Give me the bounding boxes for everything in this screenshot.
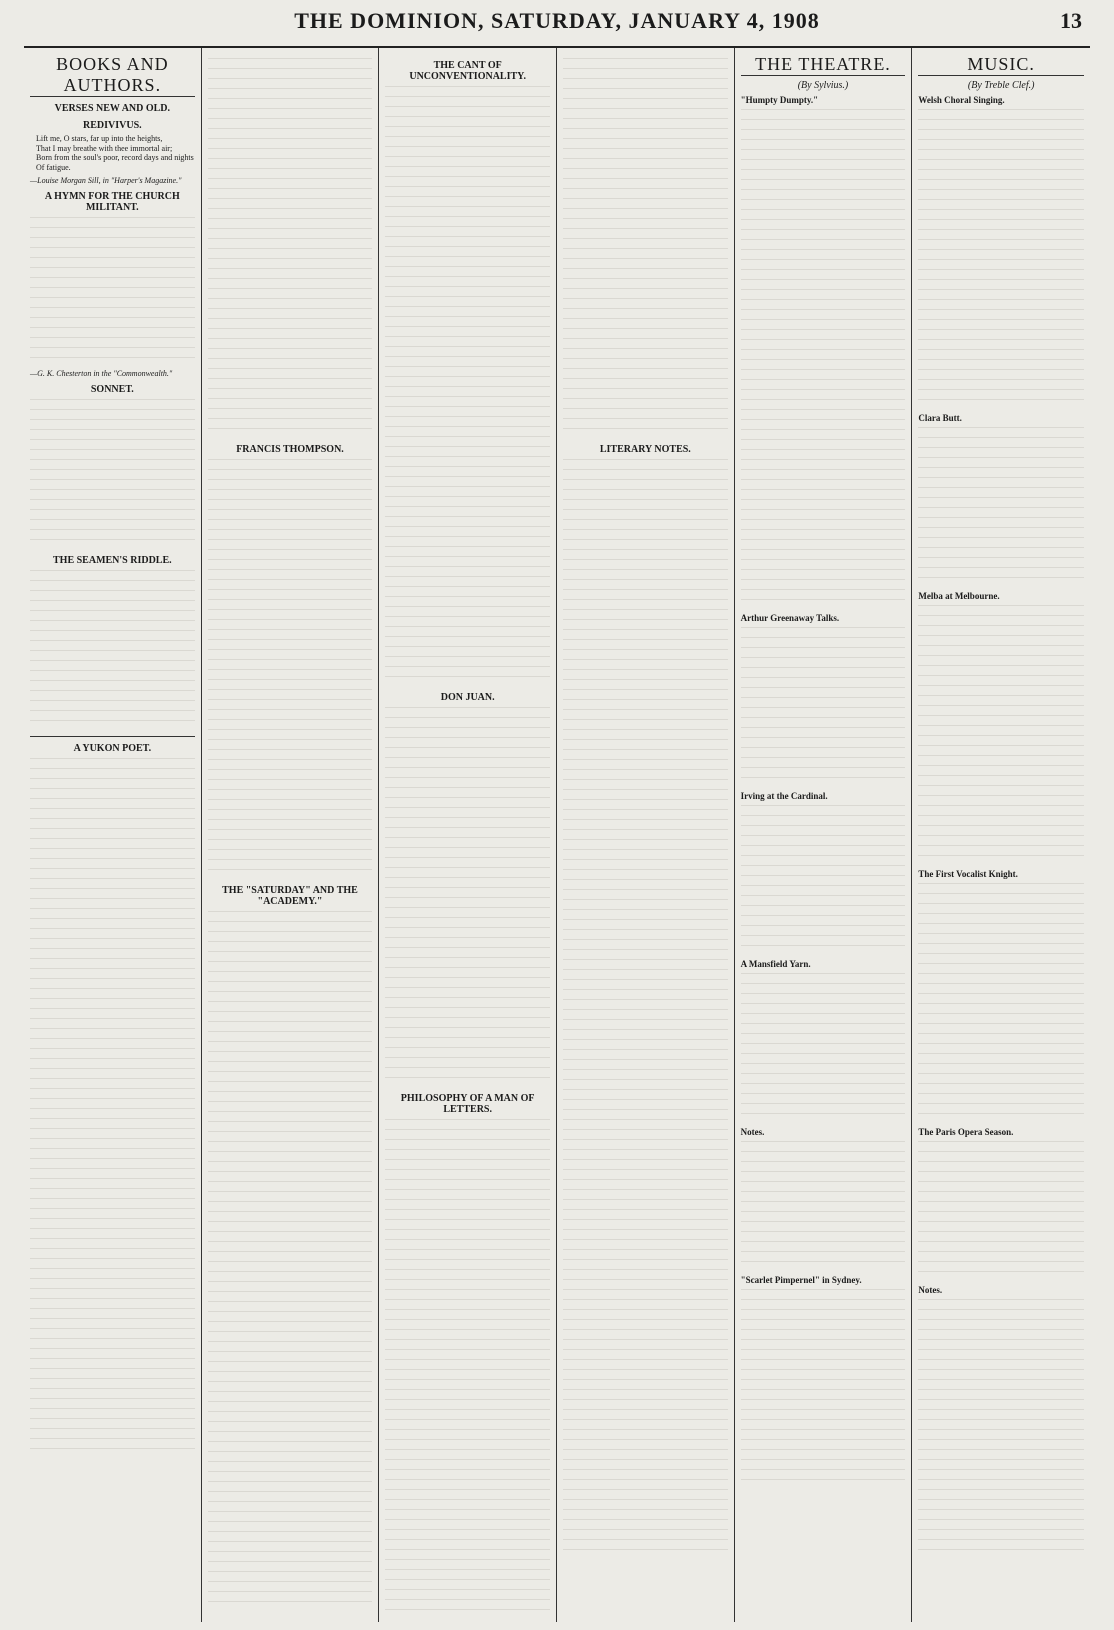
poem-attribution: —Louise Morgan Sill, in "Harper's Magazine." — [30, 176, 182, 185]
poem-title-riddle: THE SEAMEN'S RIDDLE. — [53, 555, 172, 566]
music-notes-placeholder — [918, 1299, 1084, 1559]
subhead-clara-butt: Clara Butt. — [918, 413, 962, 423]
subhead-music-notes: Notes. — [918, 1285, 943, 1295]
column-theatre — [735, 48, 913, 1622]
thompson-verse-placeholder — [208, 58, 373, 438]
theatre-notes-placeholder — [741, 1141, 906, 1271]
welsh-body-placeholder — [918, 109, 1084, 409]
section-title-music: MUSIC. — [918, 54, 1084, 76]
don-juan-body-placeholder — [385, 707, 550, 1087]
melba-body-placeholder — [918, 605, 1084, 865]
page-number: 13 — [1060, 8, 1082, 33]
subhead-paris-opera: The Paris Opera Season. — [918, 1127, 1014, 1137]
poem-title-sonnet: SONNET. — [90, 384, 134, 395]
section-title-yukon: A YUKON POET. — [73, 743, 152, 754]
column-literary — [557, 48, 735, 1622]
humpty-body-placeholder — [741, 109, 906, 609]
cant-body-placeholder — [385, 86, 550, 686]
pimpernel-body-placeholder — [741, 1289, 906, 1489]
paris-body-placeholder — [918, 1141, 1084, 1281]
irving-body-placeholder — [741, 805, 906, 955]
poem-title-hymn: A HYMN FOR THE CHURCH MILITANT. — [44, 191, 180, 213]
literary-body-placeholder — [563, 459, 728, 1559]
subhead-verses: VERSES NEW AND OLD. — [54, 103, 171, 114]
subhead-melba: Melba at Melbourne. — [918, 591, 1000, 601]
column-music — [912, 48, 1090, 1622]
column-thompson — [202, 48, 380, 1622]
literary-lead-placeholder — [563, 58, 728, 438]
subhead-notes: Notes. — [740, 1127, 765, 1137]
byline-sylvius: (By Sylvius.) — [797, 80, 849, 91]
saturday-body-placeholder — [208, 911, 373, 1611]
poem-text-redivivus: Lift me, O stars, far up into the heights, That I may breathe with thee immortal air; Born from the soul's poor, record days and nights Of fatigue. — [36, 134, 194, 172]
columns — [24, 48, 1090, 1622]
section-title-literary-notes: LITERARY NOTES. — [599, 444, 691, 455]
section-title-thompson: FRANCIS THOMPSON. — [236, 444, 344, 455]
section-title-cant: THE CANT OF UNCONVENTIONALITY. — [409, 60, 526, 82]
mansfield-body-placeholder — [741, 973, 906, 1123]
poem-title-redivivus: REDIVIVUS. — [83, 120, 142, 131]
divider — [30, 736, 195, 737]
poem-attribution-chesterton: —G. K. Chesterton in the "Commonwealth." — [30, 369, 173, 378]
yukon-body-placeholder — [30, 758, 195, 1458]
subhead-mansfield: A Mansfield Yarn. — [740, 959, 811, 969]
subhead-humpty: "Humpty Dumpty." — [740, 95, 819, 105]
section-title-books: BOOKS AND AUTHORS. — [30, 54, 195, 97]
subhead-greenaway: Arthur Greenaway Talks. — [740, 613, 840, 623]
butt-body-placeholder — [918, 427, 1084, 587]
philosophy-body-placeholder — [385, 1119, 550, 1619]
masthead — [24, 6, 1090, 48]
sonnet-body-placeholder — [30, 399, 195, 549]
subhead-vocalist-knight: The First Vocalist Knight. — [918, 869, 1018, 879]
poem-body-placeholder — [30, 217, 195, 367]
riddle-body-placeholder — [30, 570, 195, 730]
masthead-title: THE DOMINION, SATURDAY, JANUARY 4, 1908 — [294, 8, 820, 33]
greenaway-body-placeholder — [741, 627, 906, 787]
section-title-saturday: THE "SATURDAY" AND THE "ACADEMY." — [222, 885, 358, 907]
section-title-theatre: THE THEATRE. — [741, 54, 906, 76]
subhead-welsh: Welsh Choral Singing. — [918, 95, 1005, 105]
thompson-body-placeholder — [208, 459, 373, 879]
column-cant — [379, 48, 557, 1622]
byline-treble-clef: (By Treble Clef.) — [967, 80, 1035, 91]
knight-body-placeholder — [918, 883, 1084, 1123]
subhead-irving: Irving at the Cardinal. — [740, 791, 828, 801]
column-books — [24, 48, 202, 1622]
section-title-don-juan: DON JUAN. — [440, 692, 495, 703]
section-title-philosophy: PHILOSOPHY OF A MAN OF LETTERS. — [400, 1093, 535, 1115]
subhead-pimpernel: "Scarlet Pimpernel" in Sydney. — [740, 1275, 862, 1285]
